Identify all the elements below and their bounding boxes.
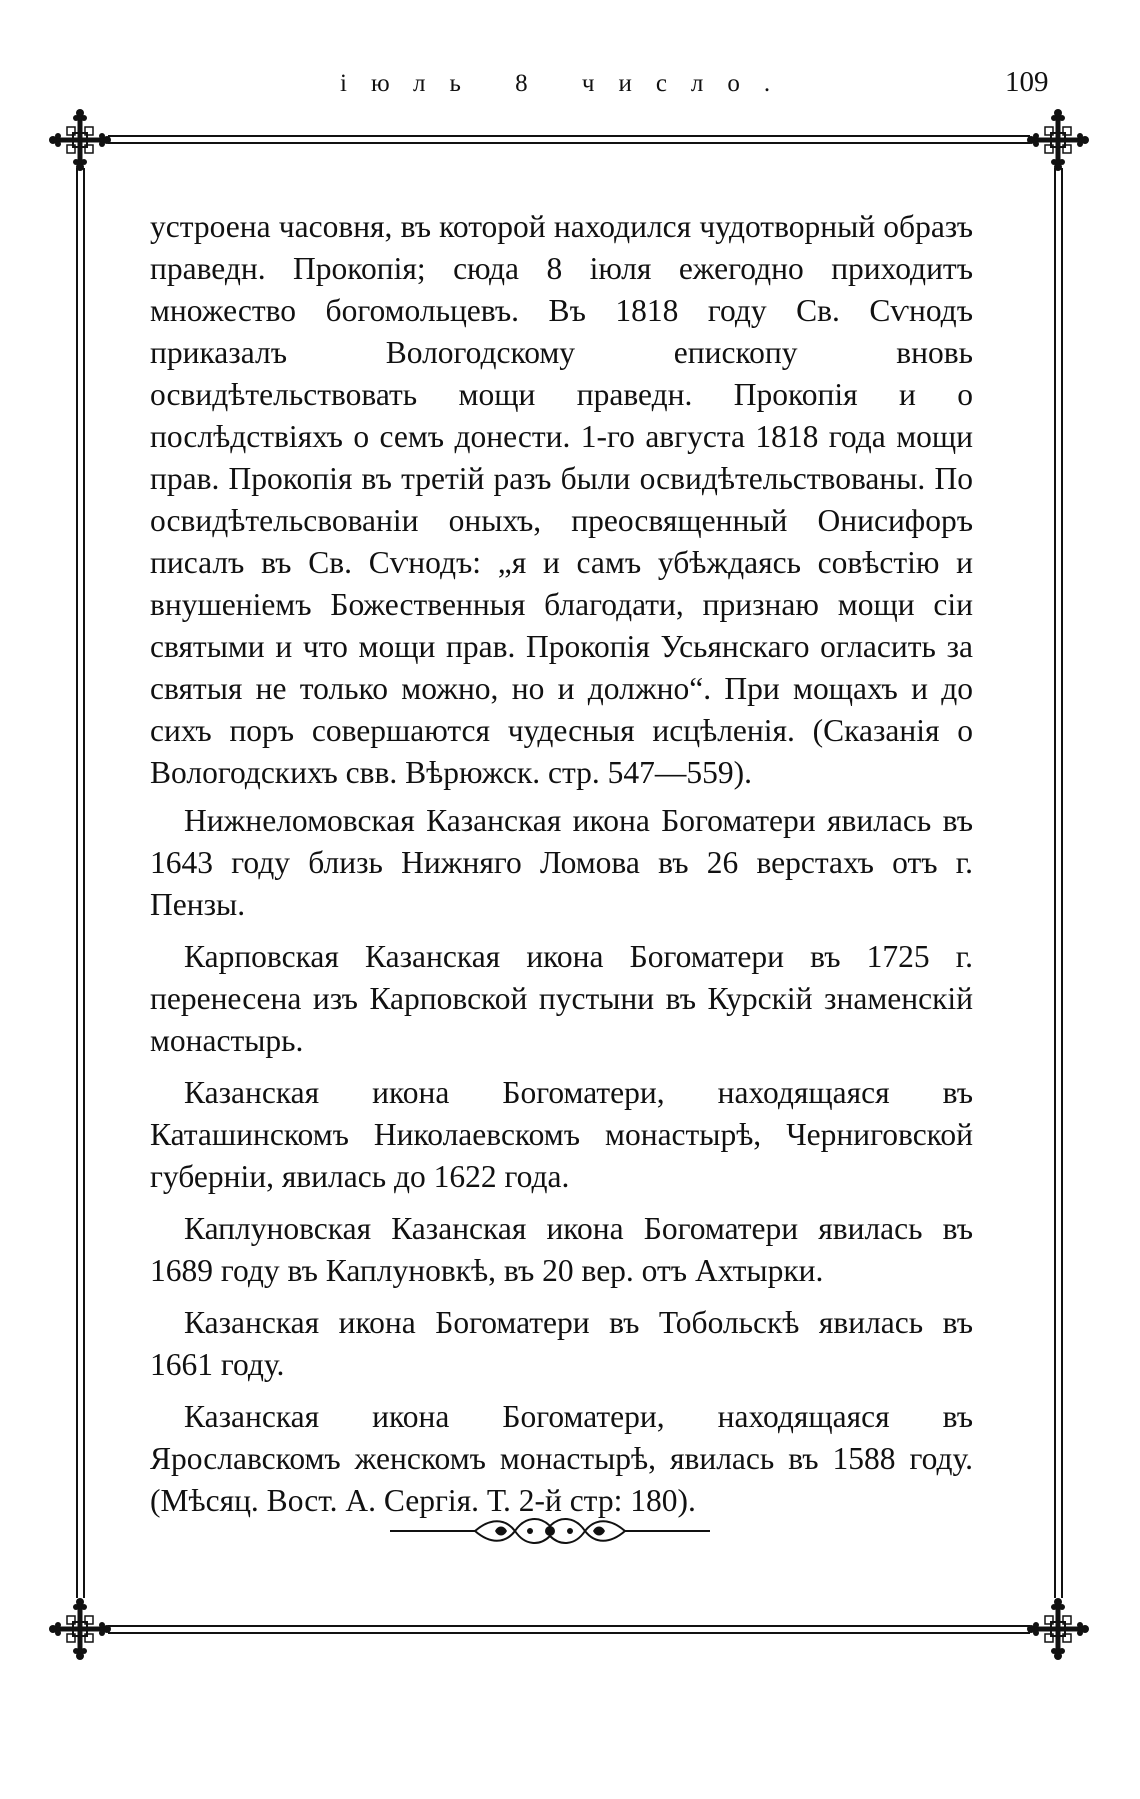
- cross-corner-icon: [49, 109, 111, 171]
- paragraph: Казанская икона Богоматери, находящаяся въ Каташинскомъ Николаевскомъ монастырѣ, Черниговской губерніи, явилась до 1622 года.: [150, 1075, 973, 1194]
- paragraph: Каплуновская Казанская икона Богоматери явилась въ 1689 году въ Каплуновкѣ, въ 20 вер. отъ Ахтырки.: [150, 1211, 973, 1288]
- paragraph: устроена часовня, въ которой находился чудотворный образъ праведн. Прокопія; сюда 8 іюля ежегодно приходитъ множество богомольцевъ. Въ 1818 году Св. Сѵнодъ приказалъ Вологодскому епископу вновь освидѣтельствовать мощи праведн. Прокопія и о послѣдствіяхъ о семъ донести. 1-го августа 1818 года мощи прав. Прокопія въ третій разъ были освидѣтельствованы. По освидѣтельсвованіи оныхъ, преосвященный Онисифоръ писалъ въ Св. Сѵнодъ: „я и самъ убѣждаясь совѣстію и внушеніемъ Божественныя благодати, признаю мощи сіи святыми и что мощи прав. Прокопія Усьянскаго огласить за святыя не только можно, но и должно“. При мощахъ и до сихъ поръ совершаются чудесныя исцѣленія. (Сказанія о Вологодскихъ свв. Вѣрюжск. стр. 547—559).: [150, 209, 973, 790]
- page-number: 109: [1005, 66, 1049, 98]
- scroll-ornament-icon: [380, 1508, 720, 1554]
- running-title: іюль 8 число.: [340, 70, 795, 97]
- cross-corner-icon: [1027, 109, 1089, 171]
- paragraph: Карповская Казанская икона Богоматери въ 1725 г. перенесена изъ Карповской пустыни въ Курскій знаменскій монастырь.: [150, 939, 973, 1058]
- paragraph: Казанская икона Богоматери въ Тобольскѣ явилась въ 1661 году.: [150, 1305, 973, 1382]
- main-text: [150, 206, 973, 1532]
- paragraph: Нижнеломовская Казанская икона Богоматери явилась въ 1643 году близь Нижняго Ломова въ 26 верстахъ отъ г. Пензы.: [150, 803, 973, 922]
- cross-corner-icon: [1027, 1598, 1089, 1660]
- paragraph: Казанская икона Богоматери, находящаяся въ Ярославскомъ женскомъ монастырѣ, явилась въ 1588 году. (Мѣсяц. Вост. А. Сергія. Т. 2-й стр: 180).: [150, 1399, 973, 1518]
- cross-corner-icon: [49, 1598, 111, 1660]
